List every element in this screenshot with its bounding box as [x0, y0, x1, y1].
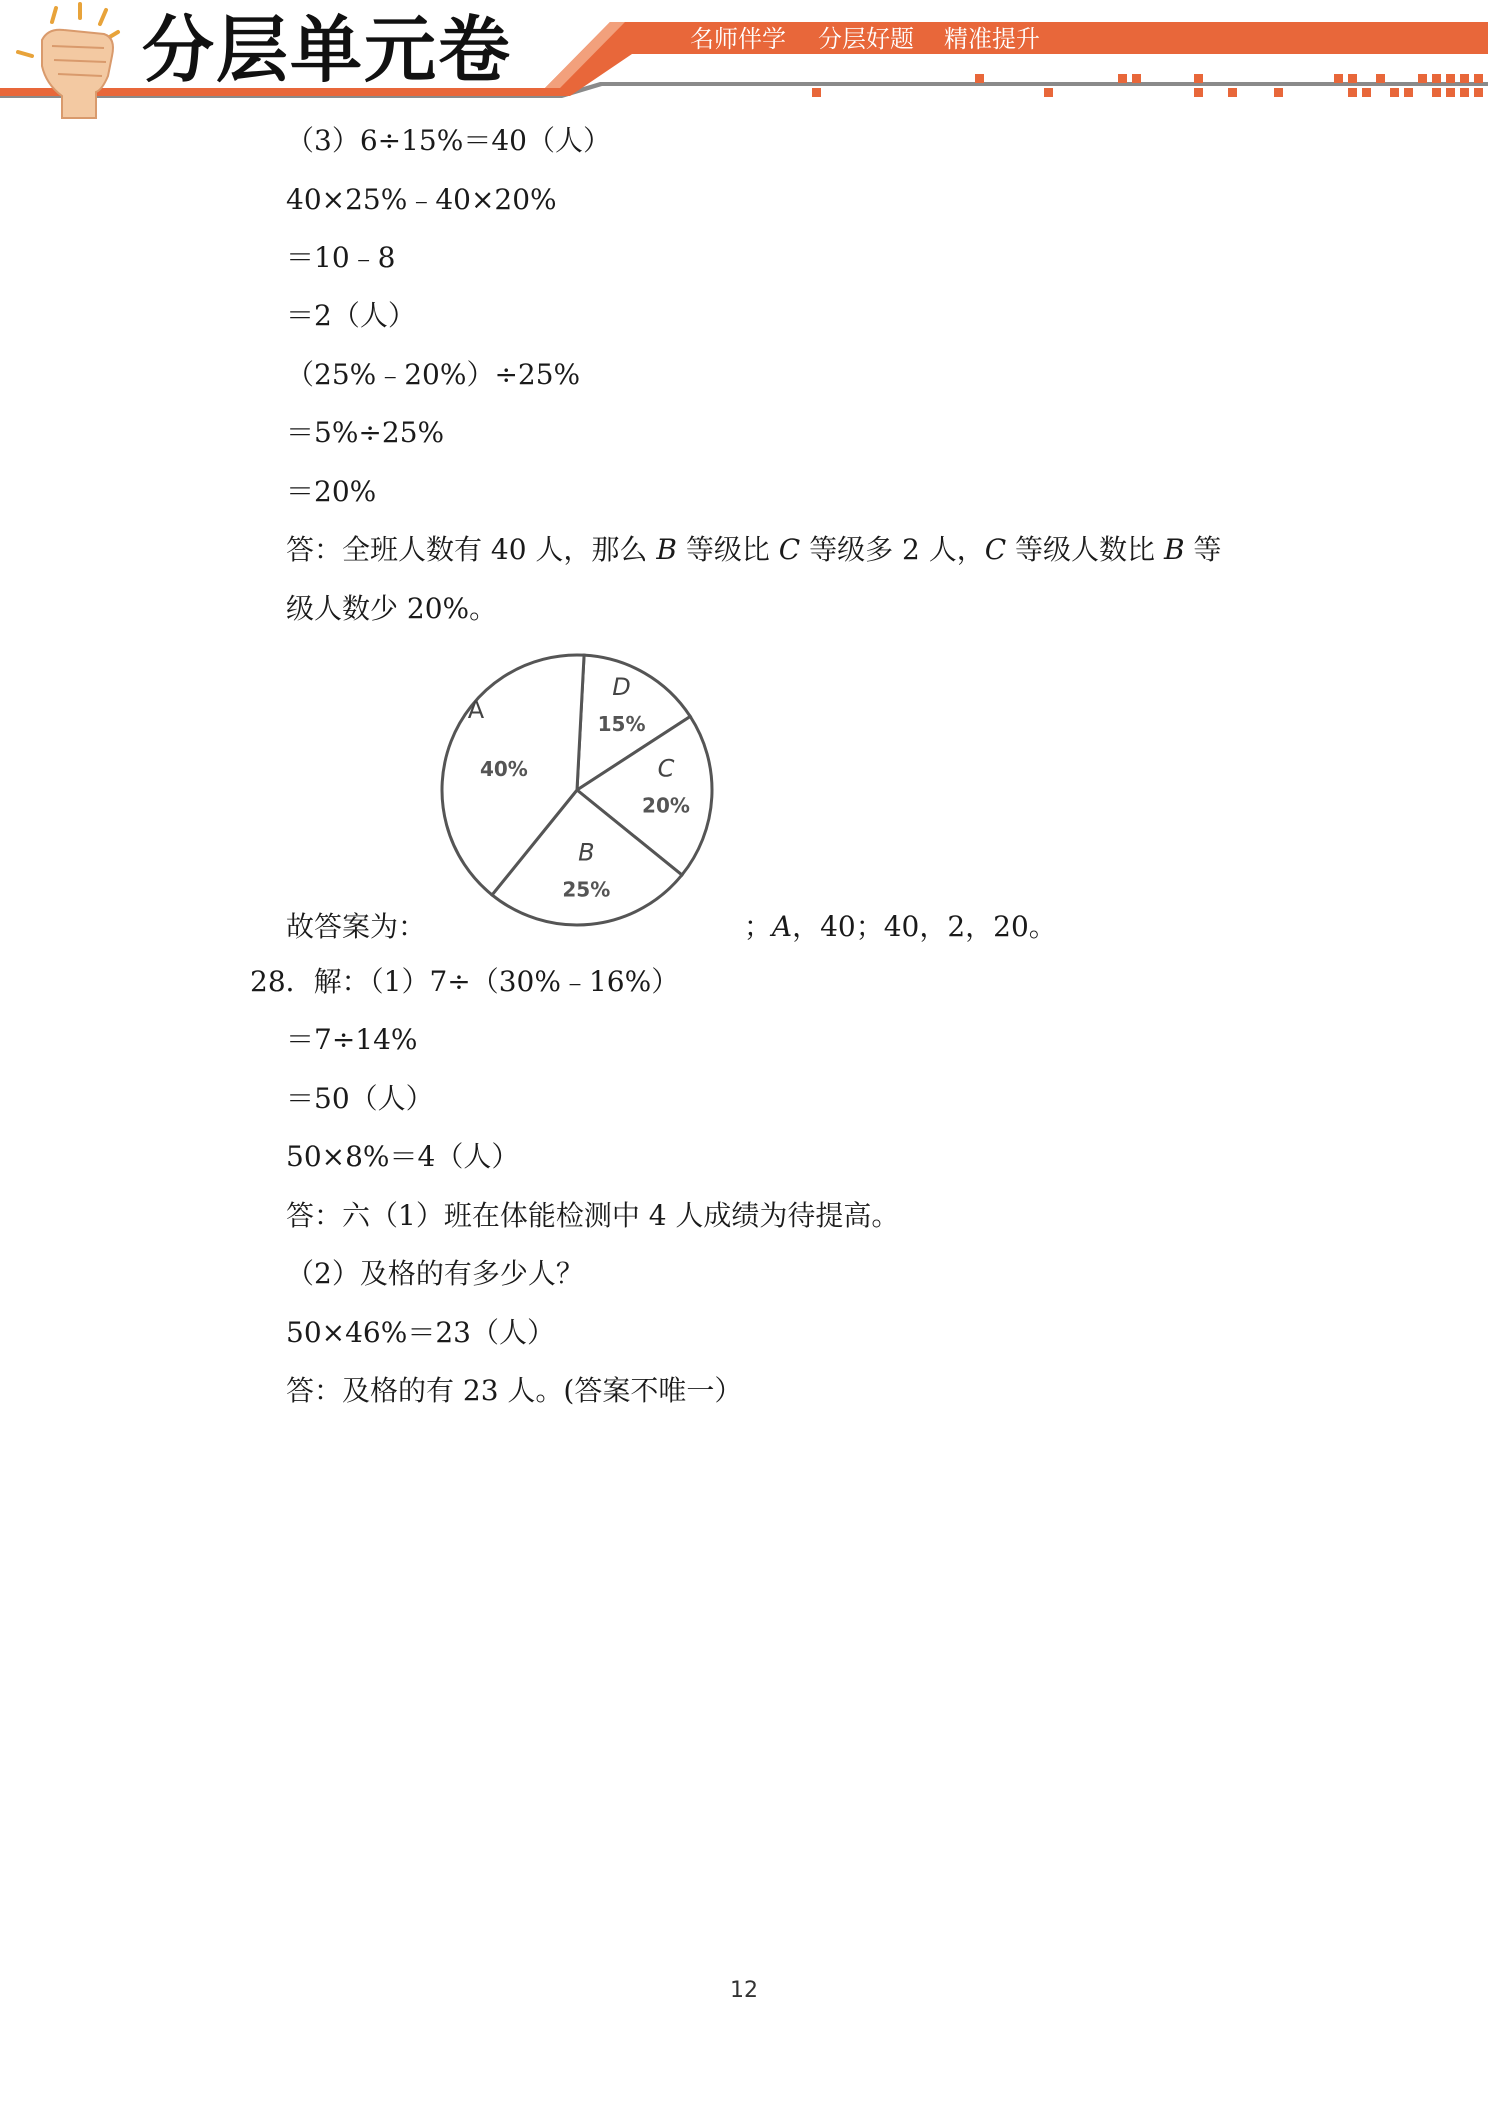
sub-question: （2）及格的有多少人？ [286, 1257, 584, 1290]
slogan-1: 名师伴学 [690, 25, 786, 53]
slogan-2: 分层好题 [818, 25, 914, 53]
solution-line: ＝2（人） [286, 299, 416, 332]
slogan-3: 精准提升 [944, 25, 1040, 53]
solution-line: ＝7÷14% [286, 1023, 418, 1056]
answer-text: 等级人数比 [1006, 533, 1164, 566]
answer-line: 答：六（1）班在体能检测中 4 人成绩为待提高。 [286, 1199, 900, 1232]
grade-variable: B [1163, 533, 1185, 566]
fist-logo-icon [8, 0, 138, 120]
pie-label-b: B [578, 838, 595, 867]
solution-line: 40×25%﹣40×20% [286, 183, 557, 216]
solution-line: ＝20% [286, 475, 377, 508]
grade-variable: A [771, 910, 793, 943]
final-answer-text: ，40；40，2，20。 [792, 910, 1057, 943]
pie-chart [440, 652, 730, 938]
answer-line: 答：及格的有 23 人。(答案不唯一） [286, 1374, 743, 1407]
pie-value-d: 15% [597, 711, 646, 736]
solution-line: （25%﹣20%）÷25% [286, 358, 581, 391]
answer-text: 等 [1184, 533, 1222, 566]
final-answer-text: ； [743, 910, 772, 943]
answer-line-continued: 级人数少 20%。 [286, 592, 498, 625]
page-header [0, 0, 1488, 120]
answer-text: 等级多 2 人， [800, 533, 985, 566]
grade-variable: B [656, 533, 677, 566]
solution-line: ＝10﹣8 [286, 241, 396, 274]
grade-variable: C [984, 533, 1007, 566]
answer-text: 答：全班人数有 40 人，那么 [286, 533, 657, 566]
final-answer-line [286, 907, 1057, 947]
answer-line [286, 530, 1221, 570]
grade-variable: C [778, 533, 801, 566]
pie-label-a: A [467, 695, 485, 724]
question-heading: 28．解：（1）7÷（30%﹣16%） [250, 965, 680, 998]
page-number: 12 [730, 1978, 758, 2003]
brand-title: 分层单元卷 [142, 8, 513, 92]
solution-line: （3）6÷15%＝40（人） [286, 124, 611, 157]
solution-line: 50×8%＝4（人） [286, 1140, 520, 1173]
pie-label-d: D [612, 672, 631, 701]
pie-value-b: 25% [562, 877, 611, 902]
solution-line: ＝5%÷25% [286, 416, 445, 449]
pie-value-a: 40% [479, 756, 528, 781]
answer-text: 等级比 [676, 533, 779, 566]
final-answer-label: 故答案为： [286, 910, 427, 943]
solution-line: 50×46%＝23（人） [286, 1316, 555, 1349]
pie-label-c: C [657, 754, 675, 783]
solution-line: ＝50（人） [286, 1082, 434, 1115]
pie-value-c: 20% [642, 793, 690, 818]
